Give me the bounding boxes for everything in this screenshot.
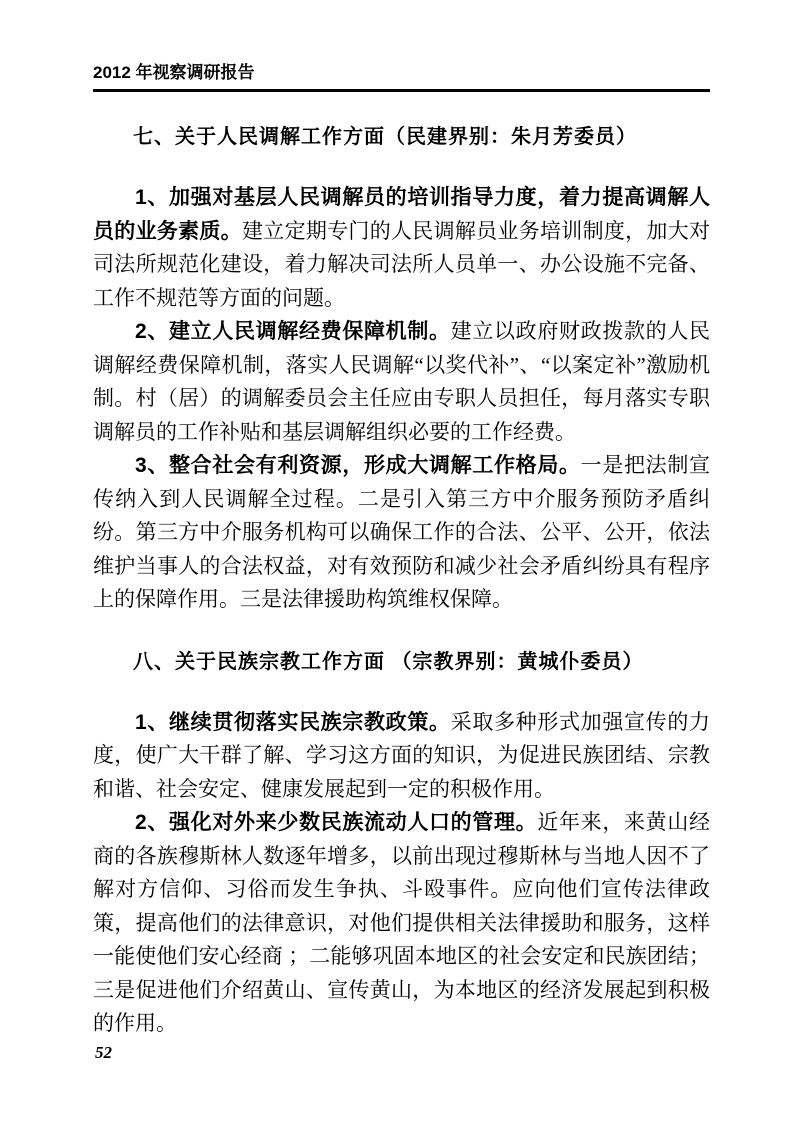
paragraph-8-2-body: 近年来，来黄山经商的各族穆斯林人数逐年增多，以前出现过穆斯林与当地人因不了解对方信仰、习俗而发生争执、斗殴事件。应向他们宣传法律政策，提高他们的法律意识，对他们提供相关法律援助和服务，这样一能使他们安心经商 ；二能够巩固本地区的社会安定和民族团结；三是促进他们介绍黄山、宣传黄山，为本地区的经济发展起到积极的作用。 [93, 810, 711, 1035]
paragraph-8-1-lead: 1、继续贯彻落实民族宗教政策。 [135, 710, 451, 734]
paragraph-8-2 [93, 806, 710, 1041]
paragraph-7-1-body: 建立定期专门的人民调解员业务培训制度，加大对司法所规范化建设，着力解决司法所人员单一、办公设施不完备、工作不规范等方面的问题。 [93, 218, 710, 310]
paragraph-7-2-lead: 2、建立人民调解经费保障机制。 [135, 320, 451, 343]
paragraph-7-1 [93, 181, 710, 315]
header-title: 2012 年视察调研报告 [93, 63, 255, 82]
paragraph-8-1 [93, 706, 710, 807]
paragraph-7-3-body: 一是把法制宣传纳入到人民调解全过程。二是引入第三方中介服务预防矛盾纠纷。第三方中介服务机构可以确保工作的合法、公平、公开，依法维护当事人的合法权益，对有效预防和减少社会矛盾纠纷具有程序上的保障作用。三是法律援助构筑维权保障。 [93, 453, 711, 611]
page-header [93, 63, 710, 92]
paragraph-7-1-lead: 1、加强对基层人民调解员的培训指导力度，着力提高调解人员的业务素质。 [93, 186, 710, 243]
paragraph-8-2-lead: 2、强化对外来少数民族流动人口的管理。 [135, 811, 538, 834]
paragraph-8-1-body: 采取多种形式加强宣传的力度，使广大干群了解、学习这方面的知识，为促进民族团结、宗教和谐、社会安定、健康发展起到一定的积极作用。 [93, 709, 710, 801]
section-8-title: 八、关于民族宗教工作方面 （宗教界别：黄城仆委员） [133, 650, 644, 673]
paragraph-7-3-lead: 3、整合社会有利资源，形成大调解工作格局。 [135, 454, 581, 477]
section-7-title: 七、关于人民调解工作方面（民建界别：朱月芳委员） [133, 126, 637, 148]
paragraph-7-2-body: 建立以政府财政拨款的人民调解经费保障机制，落实人民调解“以奖代补”、“以案定补”激励机制。村（居）的调解委员会主任应由专职人员担任，每月落实专职调解员的工作补贴和基层调解组织必要的工作经费。 [93, 319, 710, 444]
page-number: 52 [95, 1043, 112, 1062]
paragraph-7-3 [93, 449, 710, 617]
paragraph-7-2 [93, 315, 710, 449]
